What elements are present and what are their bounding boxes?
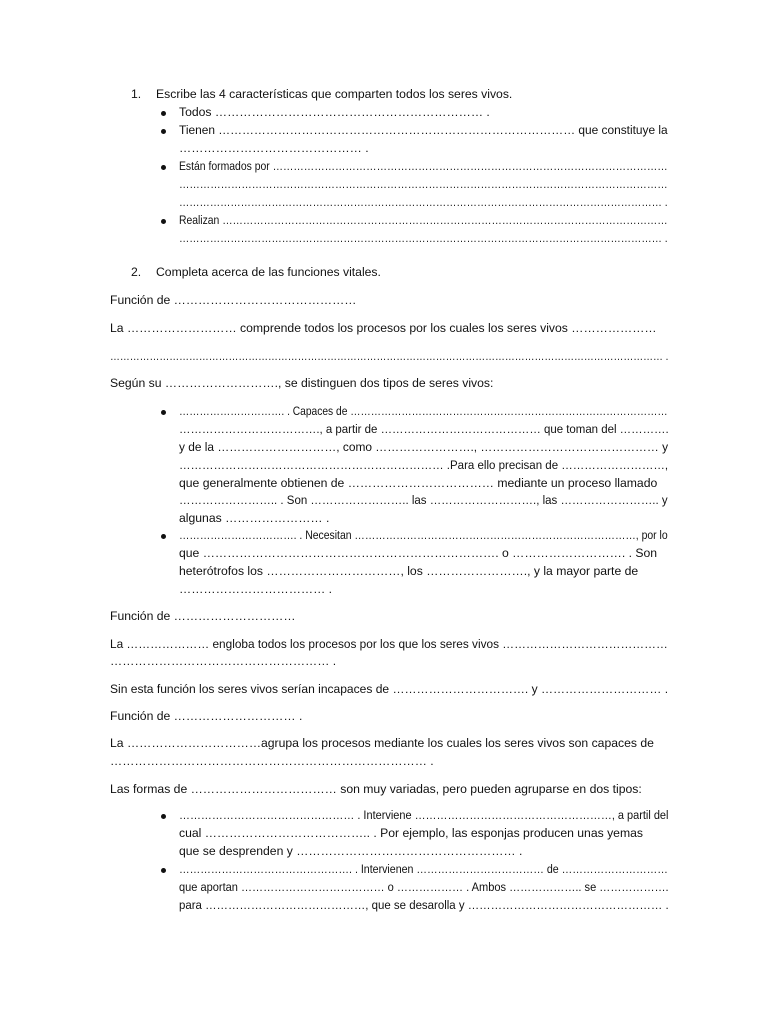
bullet-icon [161,534,166,539]
q1-bullet-formados-cont1: …………………………………………………………………………………………………………………………… [179,177,668,191]
formas-line: Las formas de ……………………………… son muy variadas, pero pueden agruparse en dos tipos: [110,782,642,796]
q1-bullet-realizan: Realizan ………………………………………………………………………………………………………………… [179,213,668,227]
autotrofos-line-2: ………………………………., a partir de …………………………………… que toman del …………. [179,422,669,436]
bullet-icon [161,129,166,134]
segun-su-line: Según su ………………………., se distinguen dos tipos de seres vivos: [110,376,494,390]
sexual-line-1: …………………………………………. . Intervienen ……………………………… de ………………………… [179,862,668,876]
bullet-icon [161,814,166,819]
heterotrofos-line-3: heterótrofos los ……………………………, los ……………………., y la mayor parte de [179,564,639,578]
q1-bullet-tienen: Tienen ……………………………………………………………………………… que constituye la [179,123,668,137]
autotrofos-line-5: que generalmente obtienen de ……………………………… mediante un proceso llamado [179,476,658,490]
reproduccion-paragraph: La ……………………………agrupa los procesos mediante los cuales los seres vivos son capaces de [110,736,654,750]
funcion-nutricion-heading: Función de ……………………………………… [110,293,357,307]
nutricion-paragraph: La ……………………… comprende todos los procesos por los cuales los seres vivos ………………… [110,321,657,335]
autotrofos-line-4: …………………………………………………………… .Para ello precisan de ………………………, [179,458,669,472]
reproduccion-paragraph-cont: …………………………………………………………………… . [110,754,434,768]
heterotrofos-line-4: ……………………………… . [179,582,333,596]
sexual-line-3: para ……………………………………, que se desarolla y …………………………………………… . [179,898,669,912]
q1-bullet-realizan-cont: …………………………………………………………………………………………………………………………… . [179,231,668,245]
funcion-relacion-heading: Función de ………………………… [110,609,296,623]
autotrofos-line-6: …………………….. . Son …………………….. las ………………………., las …………………….. y [179,493,668,507]
asexual-line-1: ………………………………………… . Interviene ………………………………………………, a partil del [179,808,669,822]
question-1-title: Escribe las 4 características que comparten todos los seres vivos. [156,87,513,101]
autotrofos-line-3: y de la …………………………, como ……………………., ……………………………………… y [179,440,669,454]
bullet-icon [161,410,166,415]
nutricion-paragraph-cont: …………………………………………………………………………………………………………………………………………………… . [110,349,669,363]
asexual-line-2: cual ………………………………….. . Por ejemplo, las esponjas producen unas yemas [179,826,643,840]
bullet-icon [161,868,166,873]
asexual-line-3: que se desprenden y ……………………………………………… . [179,844,523,858]
q1-bullet-todos: Todos ………………………………………………………… . [179,105,490,119]
autotrofos-line-7: algunas …………………… . [179,511,330,525]
q1-bullet-formados-cont2: …………………………………………………………………………………………………………………………… . [179,195,668,209]
relacion-paragraph: La ………………… engloba todos los procesos por los que los seres vivos …………………………………… [110,637,668,651]
heterotrofos-line-2: que ………………………………………………………………. o ………………………. . Son [179,546,658,560]
bullet-icon [161,219,166,224]
q1-bullet-tienen-cont: ……………………………………… . [179,141,369,155]
heterotrofos-line-1: ……………………………. . Necesitan ………………………………………………………………………, por lo [179,528,668,542]
funcion-reproduccion-heading: Función de ………………………… . [110,709,303,723]
question-1-number: 1. [131,87,142,101]
autotrofos-line-1: …………………………. . Capaces de ………………………………………………………………………………… [179,404,668,418]
relacion-paragraph-cont: ……………………………………………… . [110,654,337,668]
question-2-title: Completa acerca de las funciones vitales. [156,265,381,279]
sexual-line-2: que aportan ………………………………… o ……………… . Ambos ……………….. se ………………. [179,880,669,894]
sin-esta-funcion-line: Sin esta función los seres vivos serían incapaces de ……………………………. y ………………………… . [110,682,669,696]
bullet-icon [161,165,166,170]
question-2-number: 2. [131,265,142,279]
bullet-icon [161,111,166,116]
q1-bullet-formados: Están formados por …………………………………………………………………………………………………… [179,159,668,173]
